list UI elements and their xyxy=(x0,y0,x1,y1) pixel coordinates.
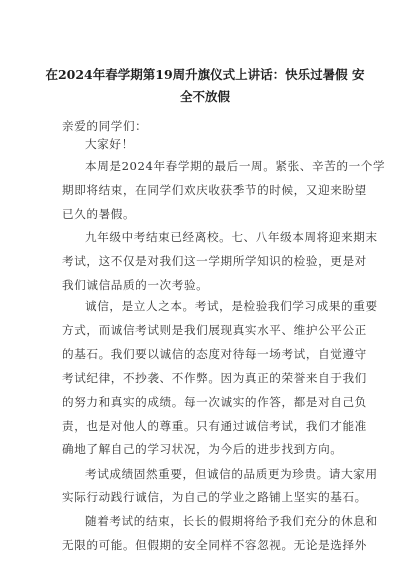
paragraph-line: 我们诚信品质的一次考验。 xyxy=(62,278,209,292)
document-title-line-1: 在2024年春学期第19周升旗仪式上讲话：快乐过暑假 安 xyxy=(45,67,365,82)
paragraph-line: 期即将结束，在同学们欢庆收获季节的时候，又迎来盼望 xyxy=(62,183,367,197)
paragraph-line: 考试，这不仅是对我们这一学期所学知识的检验，更是对 xyxy=(62,254,367,268)
paragraph-line: 责，也是对他人的尊重。只有通过诚信考试，我们才能准 xyxy=(62,419,367,433)
paragraph-line: 的基石。我们要以诚信的态度对待每一场考试，自觉遵守 xyxy=(62,347,367,361)
paragraph-line: 实际行动践行诚信，为自己的学业之路铺上坚实的基石。 xyxy=(62,490,367,504)
document-title-line-2: 全不放假 xyxy=(179,89,230,104)
paragraph-line: 确地了解自己的学习状况，为今后的进步找到方向。 xyxy=(62,442,343,456)
paragraph-line: 本周是2024年春学期的最后一周。紧张、辛苦的一个学 xyxy=(85,159,386,173)
paragraph-line: 考试成绩固然重要，但诚信的品质更为珍贵。请大家用 xyxy=(85,467,378,481)
paragraph-line: 随着考试的结束，长长的假期将给予我们充分的休息和 xyxy=(85,514,378,528)
hello-line: 大家好！ xyxy=(85,137,134,151)
paragraph-line: 九年级中考结束已经离校。七、八年级本周将迎来期末 xyxy=(85,230,378,244)
paragraph-line: 已久的暑假。 xyxy=(62,207,136,221)
paragraph-line: 无限的可能。但假期的安全同样不容忽视。无论是选择外 xyxy=(62,538,367,552)
greeting: 亲爱的同学们： xyxy=(62,119,148,133)
paragraph-line: 诚信，是立人之本。考试，是检验我们学习成果的重要 xyxy=(85,299,378,313)
paragraph-line: 的努力和真实的成绩。每一次诚实的作答，都是对自己负 xyxy=(62,395,367,409)
paragraph-line: 考试纪律，不抄袭、不作弊。因为真正的荣誉来自于我们 xyxy=(62,371,367,385)
paragraph-line: 方式，而诚信考试则是我们展现真实水平、维护公平公正 xyxy=(62,323,367,337)
